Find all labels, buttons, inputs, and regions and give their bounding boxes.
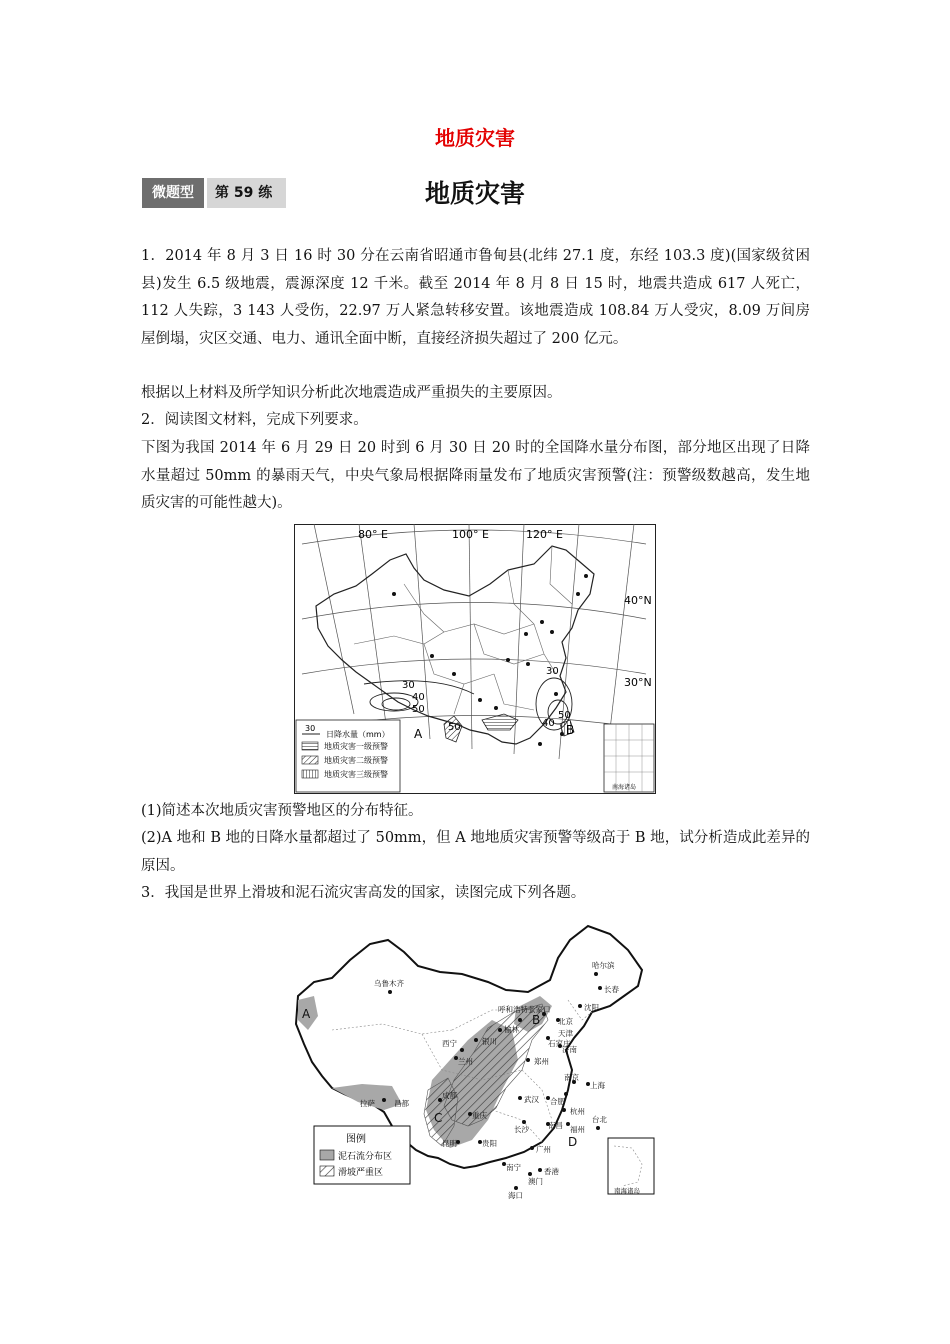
isohyet-label-40b: 40 xyxy=(542,718,555,729)
isohyet-label-30b: 30 xyxy=(546,666,559,677)
city-label: 成都 xyxy=(442,1091,457,1100)
landslide-map xyxy=(292,920,662,1204)
city-label: 西宁 xyxy=(442,1039,457,1048)
q2-text: 下图为我国 2014 年 6 月 29 日 20 时到 6 月 30 日 20 时的全国降水量分布图，部分地区出现了日降水量超过 50mm 的暴雨天气，中央气象局根据降雨量发布了地质灾害预警(注：预警级数越高，发生地质灾害的可能性越大)。 xyxy=(141,440,810,511)
point-a-label: A xyxy=(414,727,423,741)
city-label: 贵阳 xyxy=(482,1139,497,1148)
city-label: 上海 xyxy=(590,1081,605,1090)
city-label: 昆明 xyxy=(442,1139,457,1148)
point-b-label: B xyxy=(566,723,575,737)
city-label: 天津 xyxy=(558,1029,573,1038)
legend-level3-label: 地质灾害三级预警 xyxy=(324,770,388,779)
region-b-label: B xyxy=(532,1013,541,1027)
city-label: 澳门 xyxy=(528,1177,543,1186)
city-label: 武汉 xyxy=(524,1095,539,1104)
city-label: 台北 xyxy=(592,1115,607,1124)
city-label: 拉萨 xyxy=(360,1099,375,1108)
city-label: 合肥 xyxy=(550,1097,565,1106)
legend-level3-swatch xyxy=(302,770,318,778)
legend-rain-label: 日降水量（mm） xyxy=(326,730,390,739)
precipitation-map-svg xyxy=(294,524,656,794)
isohyet-label-40a: 40 xyxy=(412,692,425,703)
city-label: 长沙 xyxy=(514,1125,529,1134)
legend-landslide-swatch xyxy=(320,1166,334,1176)
precipitation-map xyxy=(294,524,656,798)
q3-text: 3．我国是世界上滑坡和泥石流灾害高发的国家，读图完成下列各题。 xyxy=(141,885,586,901)
inset-label: 南海诸岛 xyxy=(612,784,637,791)
lon-label-120: 120° E xyxy=(526,528,563,541)
city-label: 南京 xyxy=(564,1073,579,1082)
legend-level1-swatch xyxy=(302,742,318,750)
city-label: 北京 xyxy=(558,1017,573,1026)
city-label: 榆林 xyxy=(504,1025,519,1034)
q1-ask: 根据以上材料及所学知识分析此次地震造成严重损失的主要原因。 xyxy=(141,385,562,401)
city-label: 呼和浩特 xyxy=(498,1005,528,1014)
city-label: 郑州 xyxy=(534,1057,549,1066)
legend-debris-swatch xyxy=(320,1150,334,1160)
city-label: 石家庄 xyxy=(548,1039,571,1048)
isohyet-label-30a: 30 xyxy=(402,680,415,691)
lat-label-40: 40°N xyxy=(624,594,652,607)
tag-number: 第 59 练 xyxy=(207,178,286,208)
page-title: 地质灾害 xyxy=(435,126,515,150)
city-label: 重庆 xyxy=(472,1111,487,1120)
section-title: 地质灾害 xyxy=(424,179,525,208)
lon-label-80: 80° E xyxy=(358,528,388,541)
region-d-label: D xyxy=(568,1135,578,1149)
city-label: 哈尔滨 xyxy=(592,961,615,970)
legend-landslide-label: 滑坡严重区 xyxy=(338,1168,384,1178)
city-label: 济南 xyxy=(562,1045,577,1054)
legend-level2-label: 地质灾害二级预警 xyxy=(324,756,388,765)
region-c-label: C xyxy=(434,1111,443,1125)
city-label: 南宁 xyxy=(506,1163,521,1172)
city-label: 海口 xyxy=(508,1191,523,1200)
lat-label-30: 30°N xyxy=(624,676,652,689)
city-label: 杭州 xyxy=(570,1107,585,1116)
city-label: 张家口 xyxy=(528,1005,551,1014)
city-label: 昌都 xyxy=(394,1099,409,1108)
q2-sub1: (1)简述本次地质灾害预警地区的分布特征。 xyxy=(141,803,423,819)
legend-level2-swatch xyxy=(302,756,318,764)
isohyet-label-50a: 50 xyxy=(412,704,425,715)
tag-type: 微题型 xyxy=(142,178,204,208)
isohyet-label-50c: 50 xyxy=(558,710,571,721)
q2-sub2: (2)A 地和 B 地的日降水量都超过了 50mm，但 A 地地质灾害预警等级高于 B 地，试分析造成此差异的原因。 xyxy=(141,830,810,874)
region-a-label: A xyxy=(302,1007,311,1021)
city-label: 南昌 xyxy=(548,1121,563,1130)
q1-text: 1．2014 年 8 月 3 日 16 时 30 分在云南省昭通市鲁甸县(北纬 27.1 度，东经 103.3 度)(国家级贫困县)发生 6.5 级地震，震源深度 12 千米。截至 2014 年 8 月 8 日 15 时，地震共造成 617 人死亡，112 人失踪，3 143 人受伤，22.97 万人紧急转移安置。该地震造成 108.84 万人受灾，8.09 万间房屋倒塌，灾区交通、电力、通讯全面中断，直接经济损失超过了 200 亿元。 xyxy=(141,248,810,347)
city-label: 广州 xyxy=(536,1145,551,1154)
city-label: 长春 xyxy=(604,985,619,994)
city-label: 沈阳 xyxy=(584,1003,599,1012)
legend-debris-label: 泥石流分布区 xyxy=(338,1152,393,1162)
city-label: 香港 xyxy=(544,1167,559,1176)
city-label: 福州 xyxy=(570,1125,585,1134)
legend-line-value: 30 xyxy=(305,724,316,733)
city-label: 银川 xyxy=(482,1037,497,1046)
legend-title: 图例 xyxy=(346,1134,366,1145)
city-label: 兰州 xyxy=(458,1057,473,1066)
q2-intro: 2．阅读图文材料，完成下列要求。 xyxy=(141,412,368,428)
landslide-map-svg xyxy=(292,920,662,1200)
inset-label-2: 南海诸岛 xyxy=(614,1187,640,1195)
city-label: 乌鲁木齐 xyxy=(374,979,404,988)
legend-level1-label: 地质灾害一级预警 xyxy=(324,742,388,751)
lon-label-100: 100° E xyxy=(452,528,489,541)
